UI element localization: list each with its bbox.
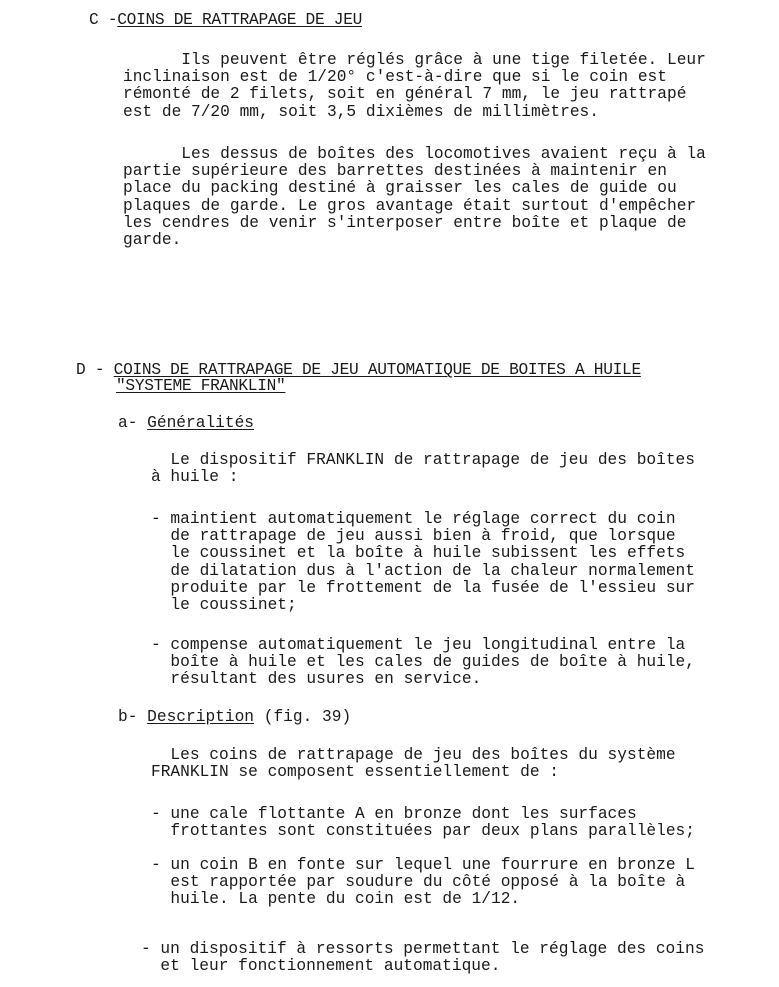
section-c-paragraph-1 <box>123 52 706 121</box>
section-c-paragraph-2 <box>123 146 706 249</box>
text-line: le coussinet et la boîte à huile subissent les effets <box>151 544 686 563</box>
text-line: à huile : <box>151 468 239 487</box>
subsection-b-figure-ref: (fig. 39) <box>254 708 352 726</box>
text-line: boîte à huile et les cales de guides de boîte à huile, <box>151 653 695 672</box>
text-line: le coussinet; <box>151 596 297 615</box>
subsection-a-marker: a- <box>118 414 138 432</box>
text-line: Ils peuvent être réglés grâce à une tige filetée. Leur <box>123 51 706 69</box>
text-line: inclinaison est de 1/20° c'est-à-dire que si le coin est <box>123 68 667 87</box>
text-line: place du packing destiné à graisser les cales de guide ou <box>123 179 677 198</box>
subsection-a-intro <box>151 452 695 486</box>
text-line: est rapportée par soudure du côté opposé à la boîte à <box>151 873 686 892</box>
subsection-b-marker: b- <box>118 708 138 726</box>
subsection-b-bullet-3 <box>141 941 704 975</box>
text-line: - maintient automatiquement le réglage correct du coin <box>151 510 676 528</box>
text-line: - une cale flottante A en bronze dont les surfaces <box>151 805 637 823</box>
text-line: résultant des usures en service. <box>151 670 482 689</box>
section-c-title: COINS DE RATTRAPAGE DE JEU <box>117 11 363 29</box>
subsection-a-title: Généralités <box>147 414 255 432</box>
subsection-a-bullet-2 <box>151 637 695 689</box>
section-d-letter: D - <box>76 361 105 379</box>
text-line: partie supérieure des barrettes destinées à maintenir en <box>123 162 667 181</box>
subsection-a-bullet-1 <box>151 511 695 614</box>
text-line: et leur fonctionnement automatique. <box>141 957 501 976</box>
subsection-b-intro <box>151 747 676 781</box>
section-d-title-line-1: COINS DE RATTRAPAGE DE JEU AUTOMATIQUE DE BOITES A HUILE <box>113 361 641 379</box>
text-line: les cendres de venir s'interposer entre boîte et plaque de <box>123 213 687 232</box>
text-line: Le dispositif FRANKLIN de rattrapage de jeu des boîtes <box>151 451 695 469</box>
subsection-b-bullet-1 <box>151 806 695 840</box>
text-line: de rattrapage de jeu aussi bien à froid, que lorsque <box>151 527 676 546</box>
subsection-b-heading <box>118 709 351 726</box>
text-line: frottantes sont constituées par deux plans parallèles; <box>151 822 695 841</box>
text-line: Les dessus de boîtes des locomotives avaient reçu à la <box>123 145 706 163</box>
text-line: - un coin B en fonte sur lequel une fourrure en bronze L <box>151 856 695 874</box>
subsection-b-bullet-2 <box>151 857 695 909</box>
section-d-title-line-2: "SYSTEME FRANKLIN" <box>116 377 286 395</box>
text-line: plaques de garde. Le gros avantage était surtout d'empêcher <box>123 196 697 215</box>
subsection-b-title: Description <box>147 708 255 726</box>
section-c-letter: C - <box>89 11 118 29</box>
text-line: Les coins de rattrapage de jeu des boîtes du système <box>151 746 676 764</box>
text-line: huile. La pente du coin est de 1/12. <box>151 890 521 909</box>
subsection-a-heading <box>118 415 254 432</box>
text-line: produite par le frottement de la fusée de l'essieu sur <box>151 578 695 597</box>
text-line: FRANKLIN se composent essentiellement de : <box>151 763 559 782</box>
section-c-heading <box>89 12 362 29</box>
text-line: - compense automatiquement le jeu longitudinal entre la <box>151 636 686 654</box>
text-line: rémonté de 2 filets, soit en général 7 mm, le jeu rattrapé <box>123 85 687 104</box>
text-line: - un dispositif à ressorts permettant le réglage des coins <box>141 940 705 958</box>
text-line: de dilatation dus à l'action de la chaleur normalement <box>151 561 695 580</box>
section-d-heading-line-2 <box>116 378 285 395</box>
text-line: est de 7/20 mm, soit 3,5 dixièmes de millimètres. <box>123 102 599 121</box>
text-line: garde. <box>123 231 182 250</box>
